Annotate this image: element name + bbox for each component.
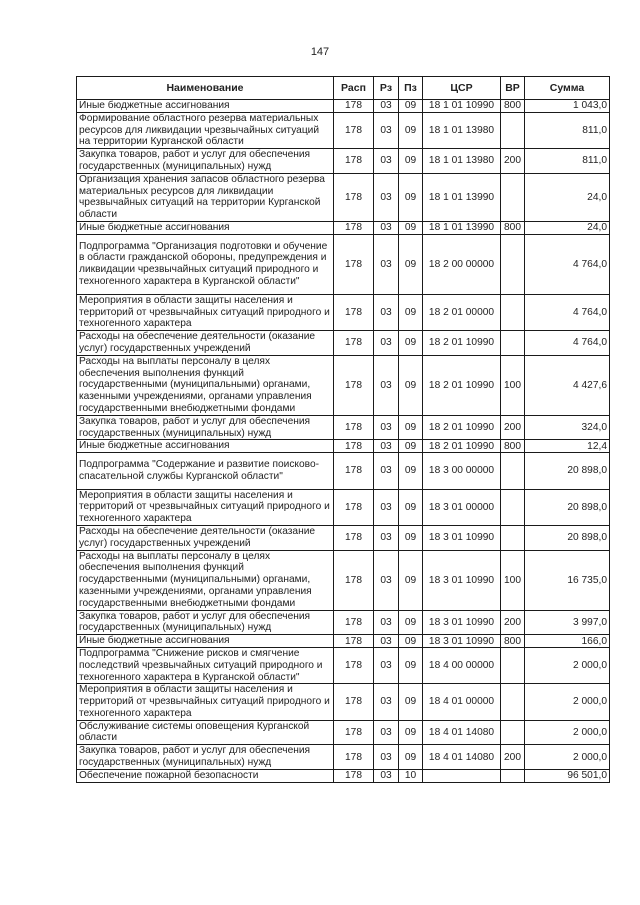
cell-pz: 09: [399, 745, 423, 770]
cell-sum: 20 898,0: [525, 489, 610, 525]
table-row: [77, 720, 610, 745]
cell-csr: 18 1 01 13980: [423, 149, 501, 174]
table-row: [77, 525, 610, 550]
cell-name: Расходы на выплаты персоналу в целях обеспечения выполнения функций государственными (муниципальными) органами, казенными учреждениями, органами управления государственными внебюджетными фондами: [77, 550, 334, 610]
cell-rasp: 178: [334, 355, 374, 415]
cell-pz: 09: [399, 294, 423, 330]
cell-sum: 24,0: [525, 221, 610, 234]
cell-rasp: 178: [334, 635, 374, 648]
cell-rz: 03: [374, 489, 399, 525]
cell-rz: 03: [374, 635, 399, 648]
cell-sum: 4 764,0: [525, 294, 610, 330]
cell-sum: 96 501,0: [525, 769, 610, 782]
cell-rz: 03: [374, 525, 399, 550]
cell-sum: 4 764,0: [525, 331, 610, 356]
cell-csr: 18 3 01 10990: [423, 610, 501, 635]
table-row: [77, 453, 610, 489]
cell-rasp: 178: [334, 331, 374, 356]
cell-vr: [501, 720, 525, 745]
page-number: 147: [310, 46, 330, 58]
cell-name: Иные бюджетные ассигнования: [77, 221, 334, 234]
cell-pz: 09: [399, 684, 423, 720]
cell-pz: 09: [399, 112, 423, 148]
column-header-rz: Рз: [374, 77, 399, 100]
cell-rasp: 178: [334, 112, 374, 148]
cell-name: Подпрограмма "Организация подготовки и обучение в области гражданской обороны, предупреждения и ликвидации чрезвычайных ситуаций природного и техногенного характера в Курганской области": [77, 234, 334, 294]
table-row: [77, 769, 610, 782]
cell-rasp: 178: [334, 440, 374, 453]
cell-rasp: 178: [334, 453, 374, 489]
column-header-csr: ЦСР: [423, 77, 501, 100]
cell-rasp: 178: [334, 100, 374, 113]
cell-csr: [423, 769, 501, 782]
cell-vr: [501, 331, 525, 356]
cell-csr: 18 4 00 00000: [423, 647, 501, 683]
cell-sum: 20 898,0: [525, 453, 610, 489]
cell-rz: 03: [374, 453, 399, 489]
cell-rz: 03: [374, 173, 399, 221]
cell-rz: 03: [374, 294, 399, 330]
cell-pz: 09: [399, 173, 423, 221]
table-body: [77, 100, 610, 783]
column-header-pz: Пз: [399, 77, 423, 100]
cell-vr: [501, 294, 525, 330]
cell-name: Иные бюджетные ассигнования: [77, 100, 334, 113]
cell-rz: 03: [374, 112, 399, 148]
cell-name: Подпрограмма "Снижение рисков и смягчение последствий чрезвычайных ситуаций природного и техногенного характера в Курганской области": [77, 647, 334, 683]
table-row: [77, 234, 610, 294]
cell-csr: 18 2 01 10990: [423, 331, 501, 356]
cell-csr: 18 2 01 10990: [423, 440, 501, 453]
cell-pz: 09: [399, 635, 423, 648]
budget-table: [76, 76, 610, 783]
cell-pz: 09: [399, 610, 423, 635]
cell-pz: 09: [399, 100, 423, 113]
cell-name: Обеспечение пожарной безопасности: [77, 769, 334, 782]
cell-rasp: 178: [334, 173, 374, 221]
table-row: [77, 355, 610, 415]
cell-rz: 03: [374, 720, 399, 745]
table-row: [77, 221, 610, 234]
cell-vr: 800: [501, 635, 525, 648]
cell-rz: 03: [374, 610, 399, 635]
cell-sum: 4 427,6: [525, 355, 610, 415]
cell-csr: 18 1 01 13990: [423, 173, 501, 221]
cell-name: Закупка товаров, работ и услуг для обеспечения государственных (муниципальных) нужд: [77, 149, 334, 174]
cell-sum: 811,0: [525, 149, 610, 174]
cell-pz: 09: [399, 647, 423, 683]
cell-rz: 03: [374, 355, 399, 415]
cell-vr: [501, 234, 525, 294]
cell-name: Расходы на обеспечение деятельности (оказание услуг) государственных учреждений: [77, 525, 334, 550]
table-row: [77, 550, 610, 610]
cell-name: Организация хранения запасов областного резерва материальных ресурсов для ликвидации чрезвычайных ситуаций на территории Курганской области: [77, 173, 334, 221]
cell-csr: 18 4 01 00000: [423, 684, 501, 720]
table-row: [77, 440, 610, 453]
cell-vr: 200: [501, 745, 525, 770]
cell-sum: 24,0: [525, 173, 610, 221]
table-row: [77, 415, 610, 440]
cell-name: Мероприятия в области защиты населения и территорий от чрезвычайных ситуаций природного и техногенного характера: [77, 294, 334, 330]
cell-name: Мероприятия в области защиты населения и территорий от чрезвычайных ситуаций природного и техногенного характера: [77, 684, 334, 720]
cell-vr: [501, 173, 525, 221]
cell-pz: 09: [399, 149, 423, 174]
cell-rasp: 178: [334, 294, 374, 330]
cell-vr: 100: [501, 550, 525, 610]
cell-pz: 09: [399, 234, 423, 294]
cell-csr: 18 3 01 10990: [423, 550, 501, 610]
cell-vr: 800: [501, 440, 525, 453]
cell-csr: 18 1 01 13980: [423, 112, 501, 148]
cell-vr: [501, 525, 525, 550]
cell-rz: 03: [374, 234, 399, 294]
cell-vr: 200: [501, 149, 525, 174]
cell-name: Закупка товаров, работ и услуг для обеспечения государственных (муниципальных) нужд: [77, 610, 334, 635]
cell-name: Закупка товаров, работ и услуг для обеспечения государственных (муниципальных) нужд: [77, 745, 334, 770]
cell-rasp: 178: [334, 415, 374, 440]
cell-pz: 09: [399, 453, 423, 489]
cell-sum: 16 735,0: [525, 550, 610, 610]
cell-sum: 4 764,0: [525, 234, 610, 294]
cell-sum: 20 898,0: [525, 525, 610, 550]
cell-sum: 3 997,0: [525, 610, 610, 635]
table-row: [77, 294, 610, 330]
cell-vr: [501, 769, 525, 782]
cell-rz: 03: [374, 100, 399, 113]
cell-csr: 18 3 01 10990: [423, 635, 501, 648]
cell-rasp: 178: [334, 234, 374, 294]
table-row: [77, 112, 610, 148]
cell-csr: 18 3 00 00000: [423, 453, 501, 489]
cell-rasp: 178: [334, 221, 374, 234]
cell-vr: 800: [501, 100, 525, 113]
cell-name: Иные бюджетные ассигнования: [77, 635, 334, 648]
column-header-name: Наименование: [77, 77, 334, 100]
cell-rz: 03: [374, 550, 399, 610]
cell-sum: 12,4: [525, 440, 610, 453]
cell-csr: 18 3 01 00000: [423, 489, 501, 525]
table-row: [77, 745, 610, 770]
cell-vr: 200: [501, 415, 525, 440]
column-header-sum: Сумма: [525, 77, 610, 100]
cell-rasp: 178: [334, 720, 374, 745]
cell-sum: 2 000,0: [525, 684, 610, 720]
cell-csr: 18 3 01 10990: [423, 525, 501, 550]
table-row: [77, 647, 610, 683]
cell-pz: 09: [399, 415, 423, 440]
cell-name: Обслуживание системы оповещения Курганской области: [77, 720, 334, 745]
table-row: [77, 149, 610, 174]
cell-vr: 200: [501, 610, 525, 635]
cell-name: Формирование областного резерва материальных ресурсов для ликвидации чрезвычайных ситуаций на территории Курганской области: [77, 112, 334, 148]
cell-rz: 03: [374, 745, 399, 770]
cell-rasp: 178: [334, 647, 374, 683]
cell-vr: 100: [501, 355, 525, 415]
cell-pz: 09: [399, 550, 423, 610]
cell-rasp: 178: [334, 684, 374, 720]
cell-rasp: 178: [334, 769, 374, 782]
cell-rasp: 178: [334, 525, 374, 550]
cell-name: Закупка товаров, работ и услуг для обеспечения государственных (муниципальных) нужд: [77, 415, 334, 440]
cell-name: Иные бюджетные ассигнования: [77, 440, 334, 453]
cell-csr: 18 2 01 10990: [423, 355, 501, 415]
cell-csr: 18 4 01 14080: [423, 745, 501, 770]
cell-sum: 2 000,0: [525, 745, 610, 770]
cell-pz: 09: [399, 355, 423, 415]
cell-sum: 1 043,0: [525, 100, 610, 113]
cell-csr: 18 4 01 14080: [423, 720, 501, 745]
table-row: [77, 100, 610, 113]
cell-csr: 18 2 01 10990: [423, 415, 501, 440]
cell-vr: [501, 647, 525, 683]
cell-name: Мероприятия в области защиты населения и территорий от чрезвычайных ситуаций природного и техногенного характера: [77, 489, 334, 525]
cell-pz: 09: [399, 720, 423, 745]
cell-rz: 03: [374, 440, 399, 453]
header-row: [77, 77, 610, 100]
cell-csr: 18 1 01 13990: [423, 221, 501, 234]
cell-vr: [501, 684, 525, 720]
cell-rasp: 178: [334, 149, 374, 174]
table-row: [77, 610, 610, 635]
cell-csr: 18 1 01 10990: [423, 100, 501, 113]
cell-name: Расходы на выплаты персоналу в целях обеспечения выполнения функций государственными (муниципальными) органами, казенными учреждениями, органами управления государственными внебюджетными фондами: [77, 355, 334, 415]
cell-pz: 09: [399, 221, 423, 234]
cell-rasp: 178: [334, 550, 374, 610]
cell-pz: 09: [399, 440, 423, 453]
cell-vr: 800: [501, 221, 525, 234]
table-row: [77, 489, 610, 525]
cell-pz: 09: [399, 525, 423, 550]
cell-sum: 2 000,0: [525, 720, 610, 745]
cell-rz: 03: [374, 221, 399, 234]
cell-name: Подпрограмма "Содержание и развитие поисково-спасательной службы Курганской области": [77, 453, 334, 489]
column-header-vr: ВР: [501, 77, 525, 100]
cell-pz: 09: [399, 489, 423, 525]
cell-sum: 2 000,0: [525, 647, 610, 683]
cell-rz: 03: [374, 415, 399, 440]
cell-sum: 811,0: [525, 112, 610, 148]
cell-rz: 03: [374, 769, 399, 782]
cell-rz: 03: [374, 331, 399, 356]
cell-vr: [501, 453, 525, 489]
table-row: [77, 684, 610, 720]
cell-sum: 166,0: [525, 635, 610, 648]
cell-rasp: 178: [334, 489, 374, 525]
cell-pz: 10: [399, 769, 423, 782]
cell-csr: 18 2 01 00000: [423, 294, 501, 330]
cell-rasp: 178: [334, 610, 374, 635]
column-header-rasp: Расп: [334, 77, 374, 100]
cell-sum: 324,0: [525, 415, 610, 440]
cell-vr: [501, 489, 525, 525]
cell-rz: 03: [374, 684, 399, 720]
table-row: [77, 635, 610, 648]
cell-rz: 03: [374, 647, 399, 683]
cell-vr: [501, 112, 525, 148]
cell-pz: 09: [399, 331, 423, 356]
table-row: [77, 331, 610, 356]
table-row: [77, 173, 610, 221]
cell-rz: 03: [374, 149, 399, 174]
cell-name: Расходы на обеспечение деятельности (оказание услуг) государственных учреждений: [77, 331, 334, 356]
cell-csr: 18 2 00 00000: [423, 234, 501, 294]
cell-rasp: 178: [334, 745, 374, 770]
table-header: [77, 77, 610, 100]
